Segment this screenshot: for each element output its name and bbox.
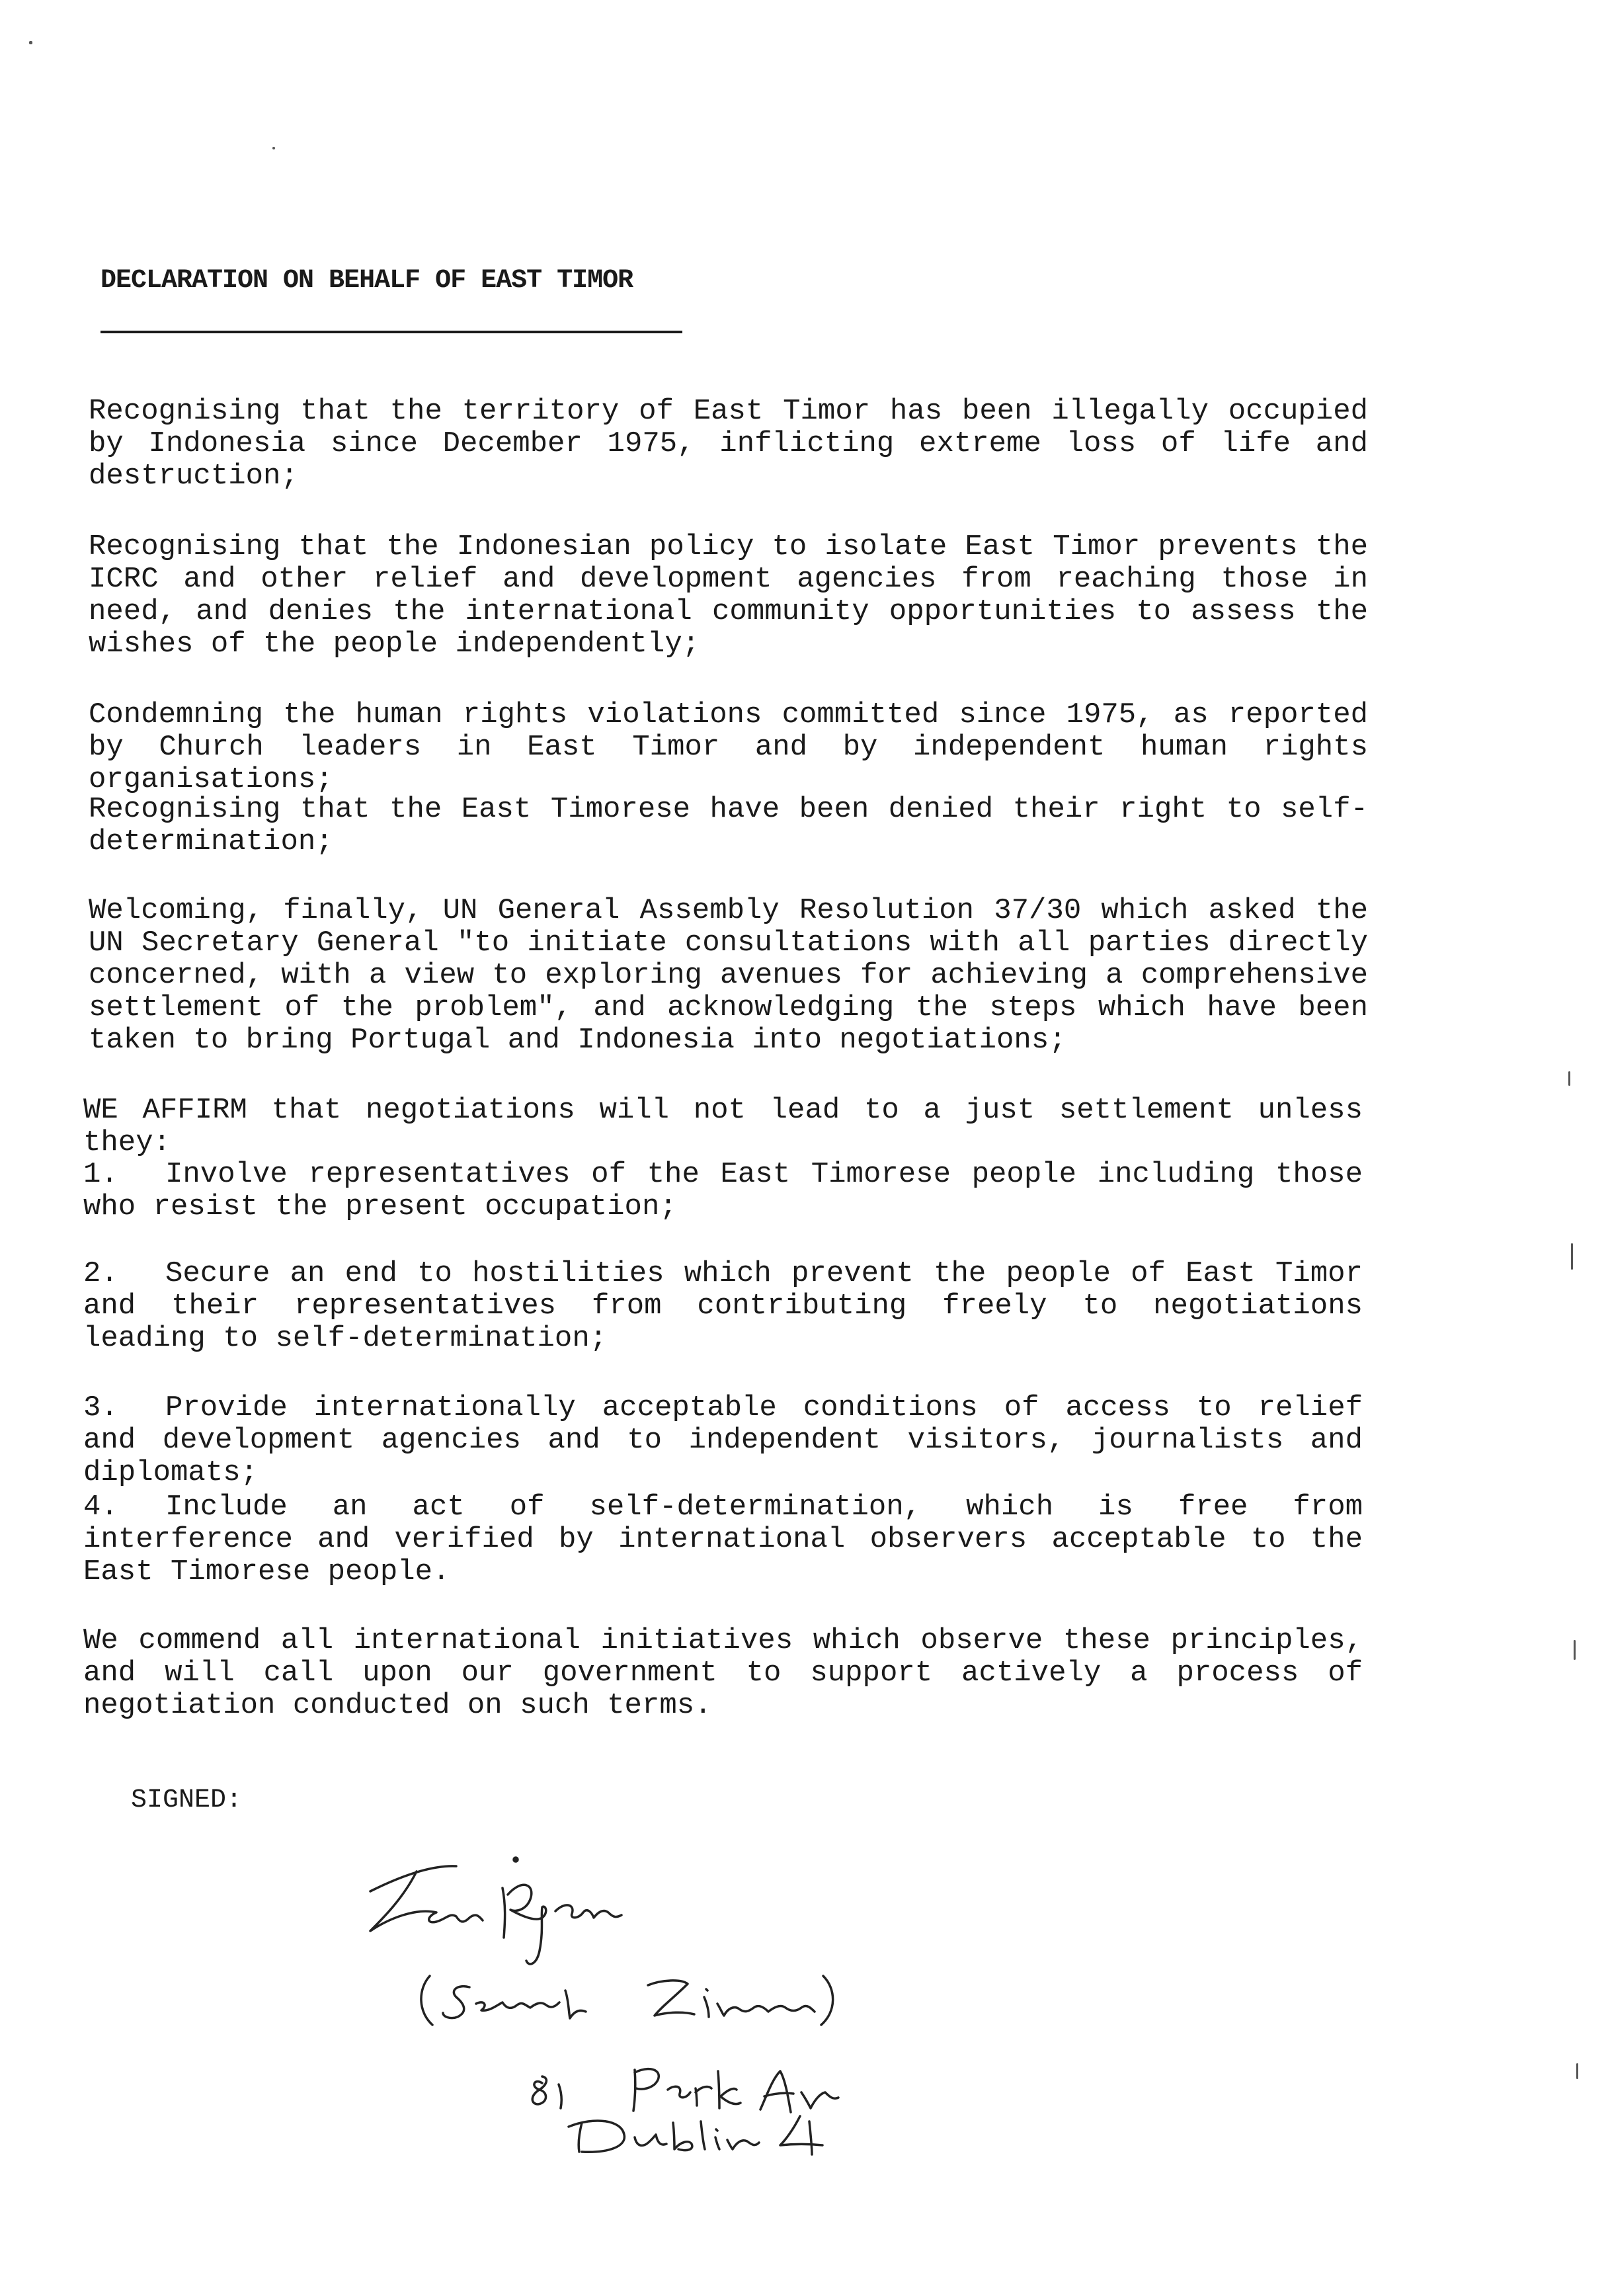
list-item-number: 4. (83, 1491, 118, 1524)
signed-label: SIGNED: (131, 1785, 243, 1815)
list-item-number: 3. (83, 1391, 118, 1424)
preamble-paragraph-5: Welcoming, finally, UN General Assembly Resolution 37/30 which asked the UN Secretary General "to initiate consultations with all parties directly concerned, with a view to exploring avenues for achieving a comprehensive settlement of the problem", and acknowledging the steps which have been taken to bring Portugal and Indonesia into negotiations; (89, 894, 1368, 1057)
title-underline (100, 331, 682, 333)
list-item-text: Secure an end to hostilities which prevent the people of East Timor and their representatives from contributing freely to negotiations leading to self-determination; (83, 1257, 1363, 1355)
list-item-number: 2. (83, 1257, 118, 1290)
scan-speck (1571, 1243, 1573, 1270)
preamble-paragraph-1: Recognising that the territory of East Timor has been illegally occupied by Indonesia since December 1975, inflicting extreme loss of life and destruction; (89, 395, 1368, 493)
list-item-text: Involve representatives of the East Timorese people including those who resist the present occupation; (83, 1158, 1363, 1223)
scan-speck (1574, 1640, 1576, 1660)
scan-speck (272, 147, 275, 149)
list-item (83, 1491, 1363, 1588)
list-item (83, 1392, 1363, 1489)
list-item (83, 1258, 1363, 1355)
affirm-statement: WE AFFIRM that negotiations will not lead to a just settlement unless they: (83, 1094, 1363, 1159)
scan-speck (1568, 1071, 1570, 1086)
scan-speck (1576, 2063, 1578, 2079)
preamble-paragraph-2: Recognising that the Indonesian policy to isolate East Timor prevents the ICRC and other relief and development agencies from reaching those in need, and denies the international community opportunities to assess the wishes of the people independently; (89, 530, 1368, 661)
scan-speck (29, 41, 32, 44)
preamble-paragraph-3: Condemning the human rights violations committed since 1975, as reported by Church leaders in East Timor and by independent human rights organisations; (89, 698, 1368, 796)
preamble-paragraph-4: Recognising that the East Timorese have been denied their right to self-determination; (89, 793, 1368, 858)
list-item-number: 1. (83, 1158, 118, 1191)
closing-paragraph: We commend all international initiatives which observe these principles, and will call upon our government to support actively a process of negotiation conducted on such terms. (83, 1624, 1363, 1722)
list-item-text: Provide internationally acceptable conditions of access to relief and development agencies and to independent visitors, journalists and diplomats; (83, 1391, 1363, 1489)
document-title: DECLARATION ON BEHALF OF EAST TIMOR (100, 266, 633, 296)
list-item-text: Include an act of self-determination, which is free from interference and verified by international observers acceptable to the East Timorese people. (83, 1491, 1363, 1588)
list-item (83, 1159, 1363, 1223)
handwritten-signature (344, 1838, 965, 2156)
